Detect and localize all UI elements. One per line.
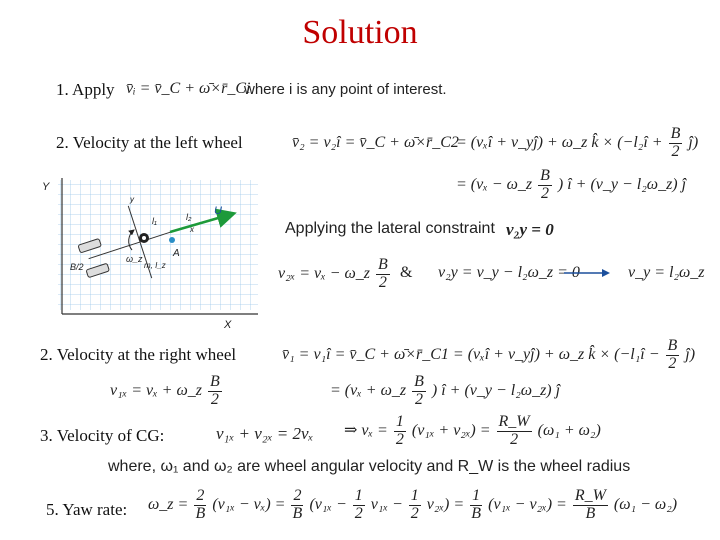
label-omega: ω_z bbox=[126, 254, 143, 264]
step5-label: 5. Yaw rate: bbox=[46, 500, 128, 519]
implies-arrow bbox=[562, 266, 612, 280]
result-vy: v_y = l₂ω_z bbox=[628, 264, 705, 281]
step2-eq-a: v̄₂ = v₂î = v̄_C + ω̄×r̄_C2 bbox=[292, 134, 459, 151]
point-a bbox=[169, 237, 175, 243]
label-l1: l₁ bbox=[152, 216, 157, 226]
y-axis-label: Y bbox=[42, 181, 50, 193]
step1-label: 1. Apply bbox=[56, 80, 115, 99]
label-x: x bbox=[190, 225, 194, 234]
wheel-note: where, ω₁ and ω₂ are wheel angular velocity and R_W is the wheel radius bbox=[108, 458, 631, 475]
step2-left-label: 2. Velocity at the left wheel bbox=[56, 133, 243, 152]
vehicle-diagram bbox=[40, 174, 260, 330]
label-y: y bbox=[130, 195, 134, 204]
step3-eq2: ⇒ vₓ = $\frac{1}{2}$ (v₁ₓ + v₂ₓ) = $\frac{R\_W}{2}$ (ω₁ + ω₂) bbox=[344, 413, 601, 448]
step1-equation: v̄ᵢ = v̄_C + ω̄×r̄_Ci bbox=[126, 80, 251, 97]
constraint-text: Applying the lateral constraint bbox=[285, 220, 495, 237]
step2-eq-b: = (vₓî + v_yĵ) + ω_z k̂ × (−l₂î + $\frac{B}{2}$ ĵ) bbox=[456, 125, 699, 160]
step5-equation: ω_z = $\frac{2}{B}$ (v₁ₓ − vₓ) = $\frac{2}{B}$ (v₁ₓ − $\frac{1}{2}$ v₁ₓ − $\frac{1}{2}$ v₂ₓ) = $\frac{1}{B}$ (v₁ₓ − v₂ₓ) = $\frac{R\_W}{B}$ (ω₁ − ω₂) bbox=[148, 487, 678, 522]
step3-eq1: v₁ₓ + v₂ₓ = 2vₓ bbox=[216, 424, 314, 443]
label-u: U bbox=[214, 205, 222, 217]
result-v2y: v₂y = v_y − l₂ω_z = 0 bbox=[438, 264, 580, 281]
v1x-def: v₁ₓ = vₓ + ω_z $\frac{B}{2}$ bbox=[110, 373, 220, 408]
result-v2x: v₂ₓ = vₓ − ω_z $\frac{B}{2}$ bbox=[278, 256, 388, 291]
step2-eq-c: = (vₓ − ω_z $\frac{B}{2}$ ) î + (v_y − l₂ω_z) ĵ bbox=[456, 167, 687, 202]
step2r-eq-b: = (vₓ + ω_z $\frac{B}{2}$ ) î + (v_y − l₂ω_z) ĵ bbox=[330, 373, 561, 408]
step3-label: 3. Velocity of CG: bbox=[40, 426, 165, 445]
ampersand: & bbox=[400, 264, 413, 281]
slide-title: Solution bbox=[302, 14, 418, 51]
step1-note: where i is any point of interest. bbox=[244, 81, 447, 98]
step2r-eq-a: v̄₁ = v₁î = v̄_C + ω̄×r̄_C1 = (vₓî + v_yĵ) + ω_z k̂ × (−l₁î − $\frac{B}{2}$ ĵ) bbox=[282, 337, 696, 372]
label-l2: l₂ bbox=[186, 212, 192, 222]
label-mass: m, I_z bbox=[144, 261, 166, 270]
x-axis-label: X bbox=[224, 319, 232, 330]
label-a: A bbox=[173, 248, 180, 259]
step2-right-label: 2. Velocity at the right wheel bbox=[40, 345, 237, 364]
label-b2: B/2 bbox=[70, 262, 84, 272]
constraint-eq: v₂y = 0 bbox=[506, 220, 554, 239]
